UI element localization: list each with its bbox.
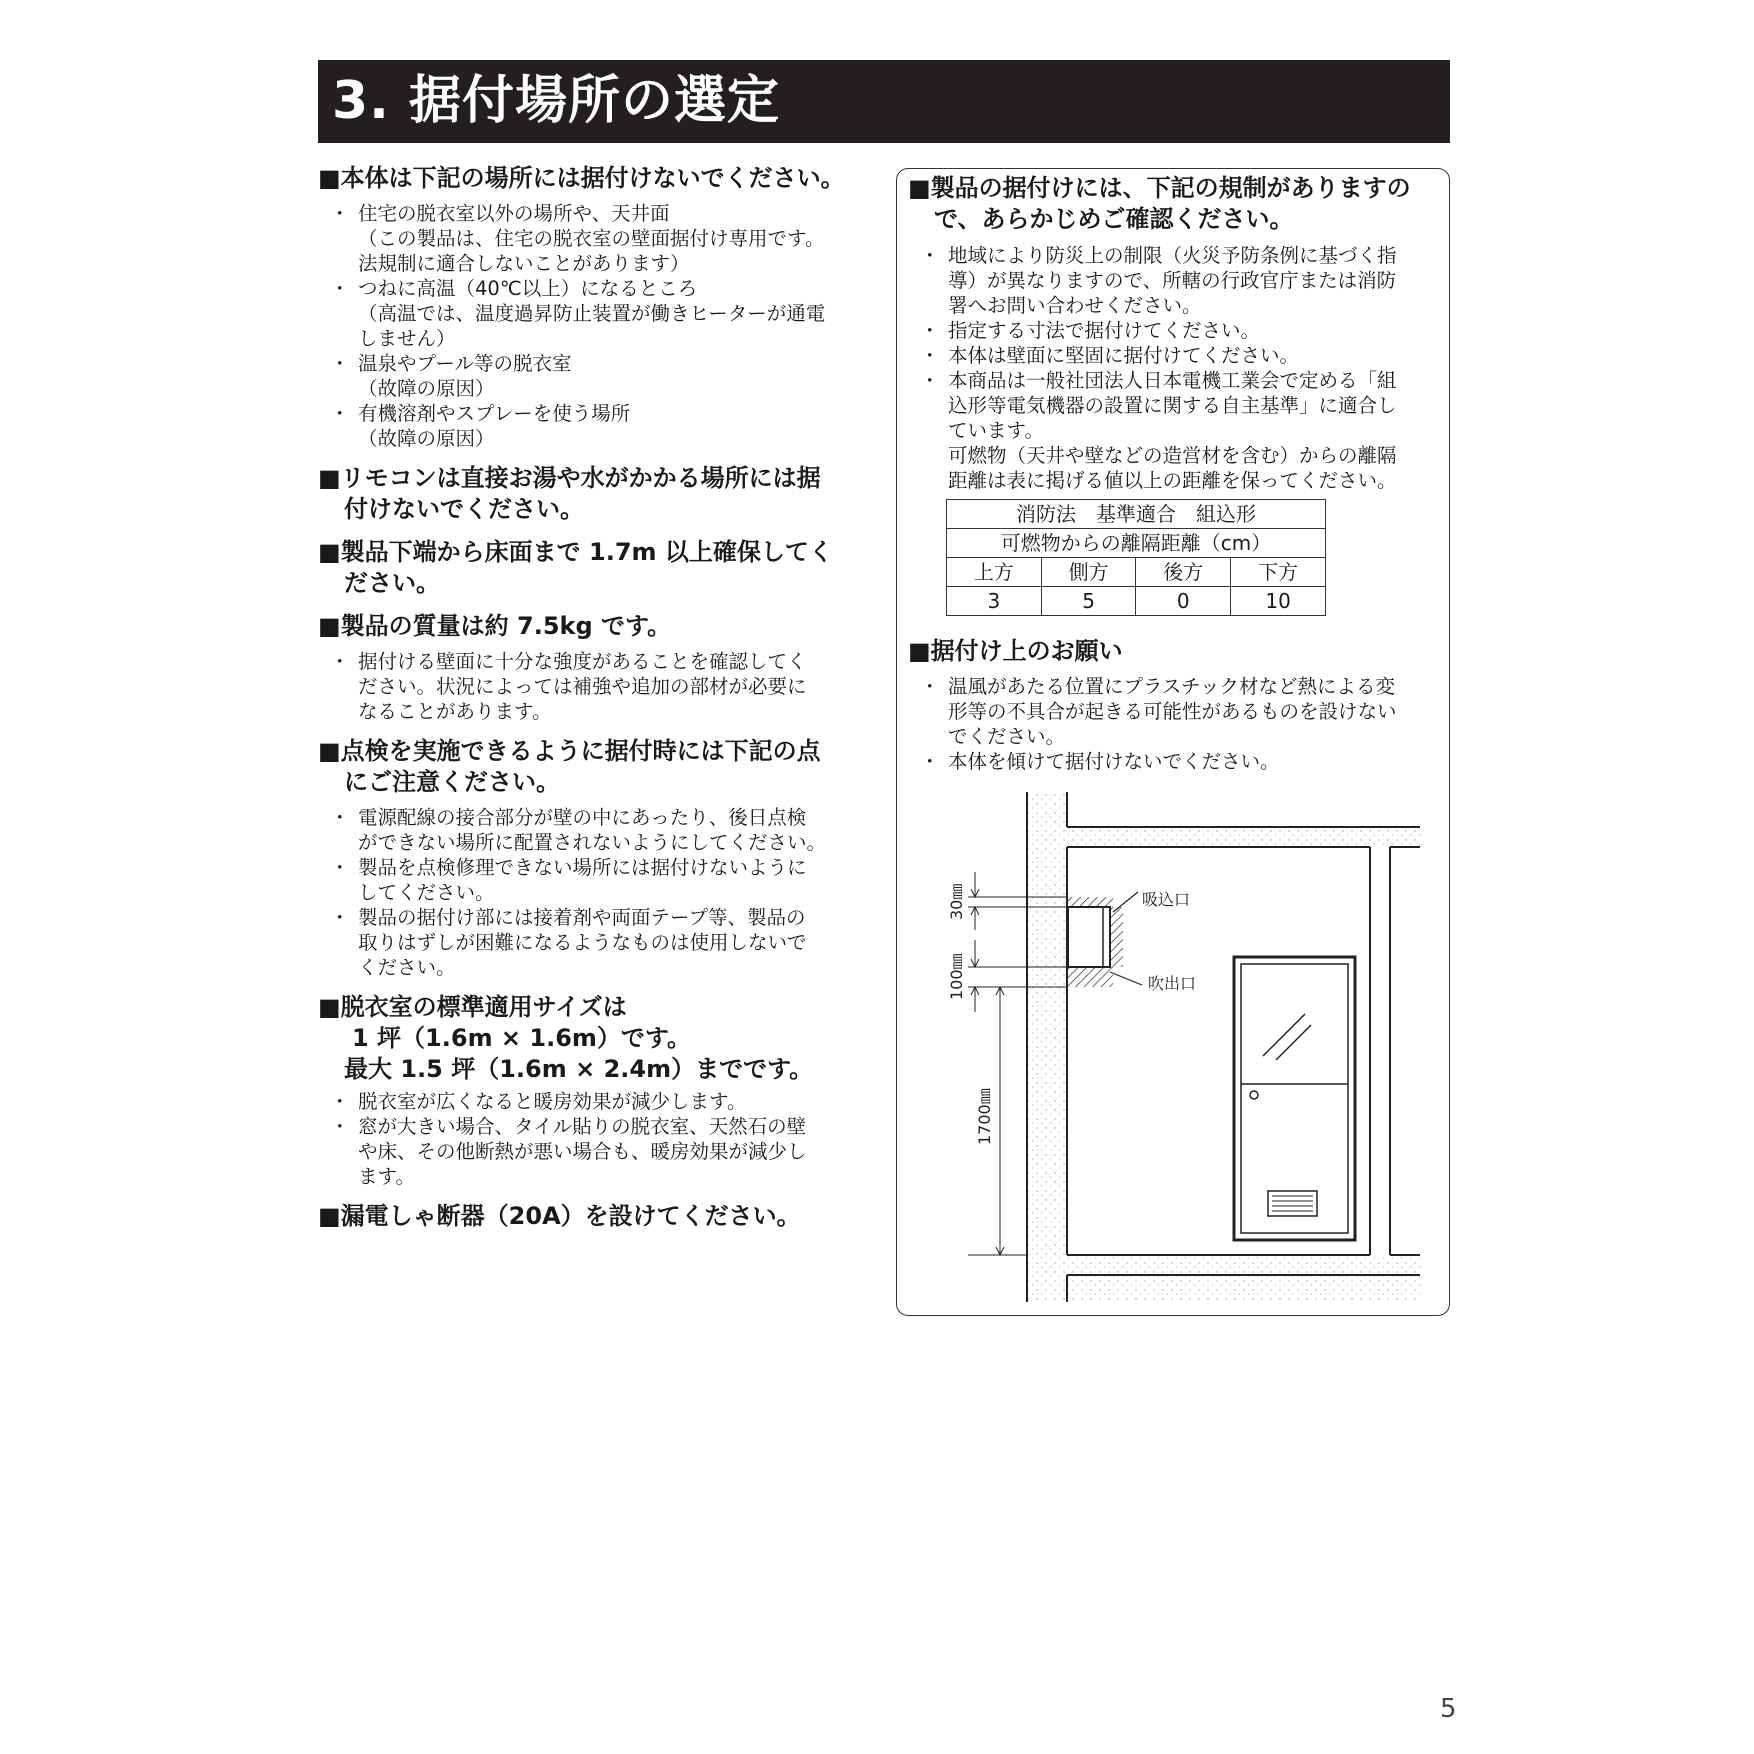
heading-line: 最大 1.5 坪（1.6m × 2.4m）までです。 xyxy=(344,1055,814,1083)
list-item-cont: ください。 xyxy=(358,956,456,979)
table-cell: 0 xyxy=(1136,587,1231,616)
list-item: ・ 指定する寸法で据付けてください。 xyxy=(908,318,1438,343)
list-item-cont: 導）が異なりますので、所轄の行政官庁または消防 xyxy=(948,269,1397,292)
heading-line: ■点検を実施できるように据付時には下記の点 xyxy=(318,737,821,765)
heading-line: で、あらかじめご確認ください。 xyxy=(934,205,1294,233)
heading-line: 1 坪（1.6m × 1.6m）です。 xyxy=(352,1024,692,1052)
dim-100-label: 100㎜ xyxy=(947,953,966,1000)
list-item: ・ 据付ける壁面に十分な強度があることを確認してく xyxy=(318,649,858,674)
dim-30-label: 30㎜ xyxy=(947,883,966,920)
table-header: 後方 xyxy=(1136,558,1231,587)
list-item-cont: 込形等電気機器の設置に関する自主基準」に適合し xyxy=(948,394,1397,417)
list-item: ・ 電源配線の接合部分が壁の中にあったり、後日点検 xyxy=(318,805,858,830)
table-header: 側方 xyxy=(1041,558,1136,587)
heading-line: ■脱衣室の標準適用サイズは xyxy=(318,993,627,1021)
page-number: 5 xyxy=(1440,1694,1457,1724)
table-cell: 5 xyxy=(1041,587,1136,616)
list-item: ・ つねに高温（40℃以上）になるところ xyxy=(318,276,858,301)
list-item: ・ 地域により防災上の制限（火災予防条例に基づく指 xyxy=(908,243,1438,268)
list-item-cont: ます。 xyxy=(358,1165,415,1188)
list-item-cont: 署へお問い合わせください。 xyxy=(948,294,1202,317)
table-cell: 3 xyxy=(947,587,1042,616)
list-item: ・ 窓が大きい場合、タイル貼りの脱衣室、天然石の壁 xyxy=(318,1114,858,1139)
list-item: ・ 温風があたる位置にプラスチック材など熱による変 xyxy=(908,674,1438,699)
note-text: （この製品は、住宅の脱衣室の壁面据付け専用です。 xyxy=(358,227,825,250)
note-text: しません） xyxy=(358,327,456,350)
heading-breaker: ■漏電しゃ断器（20A）を設けてください。 xyxy=(318,1202,801,1230)
list-item-cont: 距離は表に掲げる値以上の距離を保ってください。 xyxy=(948,469,1397,492)
wall-structure xyxy=(1027,792,1420,1302)
note-text: （高温では、温度過昇防止装置が働きヒーターが通電 xyxy=(358,302,826,325)
note-text: 法規制に適合しないことがあります） xyxy=(358,252,690,275)
list-item-cont: でください。 xyxy=(948,725,1066,748)
list-item-cont: や床、その他断熱が悪い場合も、暖房効果が減少し xyxy=(358,1140,807,1163)
list-item-cont: 可燃物（天井や壁などの造営材を含む）からの離隔 xyxy=(948,444,1397,467)
heading-line: 付けないでください。 xyxy=(344,495,584,523)
list-item: ・ 本体を傾けて据付けないでください。 xyxy=(908,749,1438,774)
outlet-label: 吹出口 xyxy=(1148,974,1197,993)
heading-line: ■製品下端から床面まで 1.7m 以上確保してく xyxy=(318,538,833,566)
table-header: 下方 xyxy=(1231,558,1326,587)
list-item: ・ 本体は壁面に堅固に据付けてください。 xyxy=(908,343,1438,368)
list-item-cont: 形等の不具合が起きる可能性があるものを設けない xyxy=(948,700,1397,723)
list-item-cont: してください。 xyxy=(358,881,495,904)
section-title: 3. 据付場所の選定 xyxy=(332,71,781,131)
list-item-cont: ださい。状況によっては補強や追加の部材が必要に xyxy=(358,675,807,698)
table-title: 消防法 基準適合 組込形 xyxy=(947,500,1326,529)
heading-line: ■製品の据付けには、下記の規制がありますの xyxy=(908,174,1411,202)
list-item: ・ 住宅の脱衣室以外の場所や、天井面 xyxy=(318,201,858,226)
dim-1700-label: 1700㎜ xyxy=(975,1088,994,1145)
table-header: 上方 xyxy=(947,558,1042,587)
door xyxy=(1234,957,1355,1240)
list-item-cont: ができない場所に配置されないようにしてください。 xyxy=(358,831,827,854)
heading-line: ださい。 xyxy=(344,569,440,597)
heading-weight: ■製品の質量は約 7.5kg です。 xyxy=(318,612,672,640)
table-subtitle: 可燃物からの離隔距離（cm） xyxy=(947,529,1326,558)
list-item-cont: なることがあります。 xyxy=(358,700,552,723)
note-text: （故障の原因） xyxy=(358,427,495,450)
table-cell: 10 xyxy=(1231,587,1326,616)
heading-install-requests: ■据付け上のお願い xyxy=(908,637,1123,665)
heading-line: ■リモコンは直接お湯や水がかかる場所には据 xyxy=(318,464,821,492)
heading-no-install-places: ■本体は下記の場所には据付けないでください。 xyxy=(318,164,845,192)
list-item-cont: ています。 xyxy=(948,419,1044,442)
list-item: ・ 本商品は一般社団法人日本電機工業会で定める「組 xyxy=(908,368,1438,393)
list-item: ・ 温泉やプール等の脱衣室 xyxy=(318,351,858,376)
list-item-cont: 取りはずしが困難になるようなものは使用しないで xyxy=(358,931,807,954)
list-item: ・ 製品を点検修理できない場所には据付けないように xyxy=(318,855,858,880)
list-item: ・ 有機溶剤やスプレーを使う場所 xyxy=(318,401,858,426)
list-item: ・ 脱衣室が広くなると暖房効果が減少します。 xyxy=(318,1089,858,1114)
intake-label: 吸込口 xyxy=(1142,890,1191,909)
note-text: （故障の原因） xyxy=(358,377,495,400)
heading-line: にご注意ください。 xyxy=(344,768,560,796)
list-item: ・ 製品の据付け部には接着剤や両面テープ等、製品の xyxy=(318,905,858,930)
